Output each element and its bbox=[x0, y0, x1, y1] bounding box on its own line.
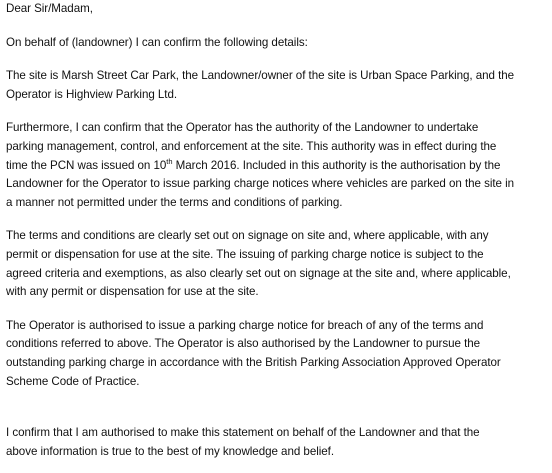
operator-line-1: The Operator is authorised to issue a parking charge notice for breach of any of the terms and bbox=[6, 318, 484, 332]
intro-line: On behalf of (landowner) I can confirm the following details: bbox=[6, 35, 308, 49]
authority-line-3-end: March 2016. Included in this authority is the authorisation by the bbox=[172, 158, 501, 172]
operator-line-3: outstanding parking charge in accordance with the British Parking Association Approved Operator bbox=[6, 355, 501, 369]
authority-line-4: Landowner for the Operator to issue parking charge notices where vehicles are parked on the site in bbox=[6, 177, 515, 191]
paragraph-gap bbox=[6, 212, 546, 227]
paragraph-gap bbox=[6, 302, 546, 317]
authority-line-2: parking management, control, and enforcement at the site. This authority was in effect during the bbox=[6, 139, 497, 153]
site-line-2: Operator is Highview Parking Ltd. bbox=[6, 87, 178, 101]
paragraph-gap-large bbox=[6, 391, 546, 424]
confirmation-line-1: I confirm that I am authorised to make this statement on behalf of the Landowner and that the bbox=[6, 426, 480, 440]
intro-paragraph bbox=[6, 34, 546, 53]
terms-line-1: The terms and conditions are clearly set out on signage on site and, where applicable, with any bbox=[6, 229, 489, 243]
authority-line-5: a manner not permitted under the terms and conditions of parking. bbox=[6, 195, 343, 209]
salutation bbox=[6, 0, 546, 19]
operator-line-2: conditions referred to above. The Operator is also authorised by the Landowner to pursue the bbox=[6, 337, 481, 351]
terms-line-3: agreed criteria and exemptions, as also clearly set out on signage at the site and, where applicable, bbox=[6, 266, 511, 280]
site-paragraph bbox=[6, 67, 546, 104]
authority-line-1: Furthermore, I can confirm that the Operator has the authority of the Landowner to undertake bbox=[6, 121, 479, 135]
confirmation-paragraph bbox=[6, 424, 546, 461]
authority-line-3 bbox=[6, 157, 546, 176]
confirmation-line-2: above information is true to the best of my knowledge and belief. bbox=[6, 444, 335, 458]
date-ordinal-suffix: th bbox=[166, 156, 173, 166]
authority-line-3-start: time the PCN was issued on 10 bbox=[6, 158, 167, 172]
operator-line-4: Scheme Code of Practice. bbox=[6, 374, 140, 388]
paragraph-gap bbox=[6, 19, 546, 34]
operator-paragraph bbox=[6, 317, 546, 391]
paragraph-gap bbox=[6, 104, 546, 119]
terms-line-4: with any permit or dispensation for use at the site. bbox=[6, 285, 259, 299]
terms-paragraph bbox=[6, 227, 546, 301]
site-line-1: The site is Marsh Street Car Park, the Landowner/owner of the site is Urban Space Parking, and the bbox=[6, 69, 515, 83]
paragraph-gap bbox=[6, 52, 546, 67]
letter-body bbox=[6, 0, 546, 461]
terms-line-2: permit or dispensation for use at the site. The issuing of parking charge notice is subject to the bbox=[6, 247, 484, 261]
salutation-line: Dear Sir/Madam, bbox=[6, 2, 93, 15]
authority-paragraph bbox=[6, 119, 546, 212]
